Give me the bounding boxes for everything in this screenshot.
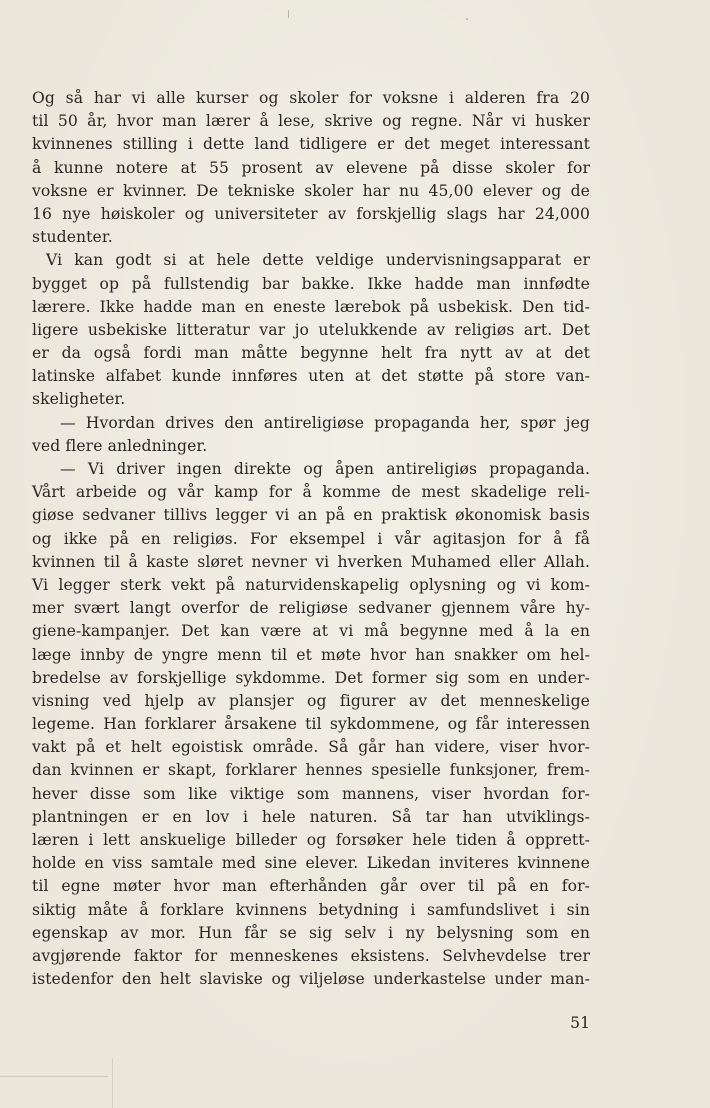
text-line: vakt på et helt egoistisk område. Så går han videre, viser hvor-: [32, 738, 590, 757]
text-line: legeme. Han forklarer årsakene til sykdommene, og får interessen: [32, 715, 590, 734]
text-line: latinske alfabet kunde innføres uten at det støtte på store van-: [32, 367, 590, 386]
text-line: avgjørende faktor for menneskenes eksistens. Selvhevdelse trer: [32, 946, 590, 965]
text-line: holde en viss samtale med sine elever. Likedan inviteres kvinnene: [32, 854, 590, 873]
text-line: — Vi driver ingen direkte og åpen antireligiøs propaganda.: [60, 460, 590, 478]
scan-edge-line: [0, 1076, 108, 1077]
scan-edge-line: [112, 1058, 113, 1108]
text-line: læge innby de yngre menn til et møte hvor han snakker om hel-: [32, 645, 590, 664]
text-line: læren i lett anskuelige billeder og forsøker hele tiden å opprett-: [32, 831, 590, 849]
body-text: [32, 87, 590, 991]
text-line: studenter.: [32, 228, 113, 247]
text-line: til 50 år, hvor man lærer å lese, skrive og regne. Når vi husker: [32, 112, 590, 131]
text-line: lærere. Ikke hadde man en eneste lærebok på usbekisk. Den tid-: [32, 297, 590, 316]
text-line: Vi kan godt si at hele dette veldige undervisningsapparat er: [46, 251, 590, 270]
text-line: ligere usbekiske litteratur var jo utelukkende av religiøs art. Det: [32, 320, 590, 339]
text-line: — Hvordan drives den antireligiøse propaganda her, spør jeg: [60, 413, 590, 432]
paper-speck: [466, 18, 468, 20]
text-line: Vi legger sterk vekt på naturvidenskapelig oplysning og vi kom-: [32, 575, 590, 594]
text-line: er da også fordi man måtte begynne helt fra nytt av at det: [32, 344, 590, 363]
text-line: mer svært langt overfor de religiøse sedvaner gjennem våre hy-: [32, 599, 590, 618]
text-line: plantningen er en lov i hele naturen. Så tar han utviklings-: [32, 807, 590, 826]
text-line: kvinnenes stilling i dette land tidligere er det meget interessant: [32, 135, 590, 154]
text-line: Vårt arbeide og vår kamp for å komme de mest skadelige reli-: [32, 483, 590, 502]
text-line: 16 nye høiskoler og universiteter av forskjellig slags har 24,000: [32, 204, 590, 223]
paper-speck: [288, 10, 289, 18]
text-line: og ikke på en religiøs. For eksempel i vår agitasjon for å få: [32, 529, 590, 548]
text-line: skeligheter.: [32, 390, 126, 409]
text-line: bygget op på fullstendig bar bakke. Ikke hadde man innfødte: [32, 274, 590, 293]
text-line: bredelse av forskjellige sykdomme. Det former sig som en under-: [32, 668, 590, 687]
text-line: til egne møter hvor man efterhånden går over til på en for-: [32, 877, 590, 896]
text-line: voksne er kvinner. De tekniske skoler har nu 45,00 elever og de: [32, 181, 590, 200]
page-number: 51: [570, 1014, 590, 1032]
text-line: siktig måte å forklare kvinnens betydning i samfundslivet i sin: [32, 900, 590, 919]
text-line: visning ved hjelp av plansjer og figurer av det menneskelige: [32, 691, 590, 710]
text-line: giene-kampanjer. Det kan være at vi må begynne med å la en: [32, 622, 590, 641]
text-line: kvinnen til å kaste sløret nevner vi hverken Muhamed eller Allah.: [32, 552, 590, 571]
text-line: å kunne notere at 55 prosent av elevene på disse skoler for: [32, 158, 590, 177]
text-line: egenskap av mor. Hun får se sig selv i ny belysning som en: [32, 923, 590, 942]
text-line: Og så har vi alle kurser og skoler for voksne i alderen fra 20: [32, 89, 590, 107]
text-line: giøse sedvaner tillivs legger vi an på en praktisk økonomisk basis: [32, 506, 590, 525]
text-line: ved flere anledninger.: [32, 436, 208, 455]
text-line: hever disse som like viktige som mannens, viser hvordan for-: [32, 784, 590, 803]
text-line: istedenfor den helt slaviske og viljeløse underkastelse under man-: [32, 970, 590, 989]
text-line: dan kvinnen er skapt, forklarer hennes spesielle funksjoner, frem-: [32, 761, 590, 780]
